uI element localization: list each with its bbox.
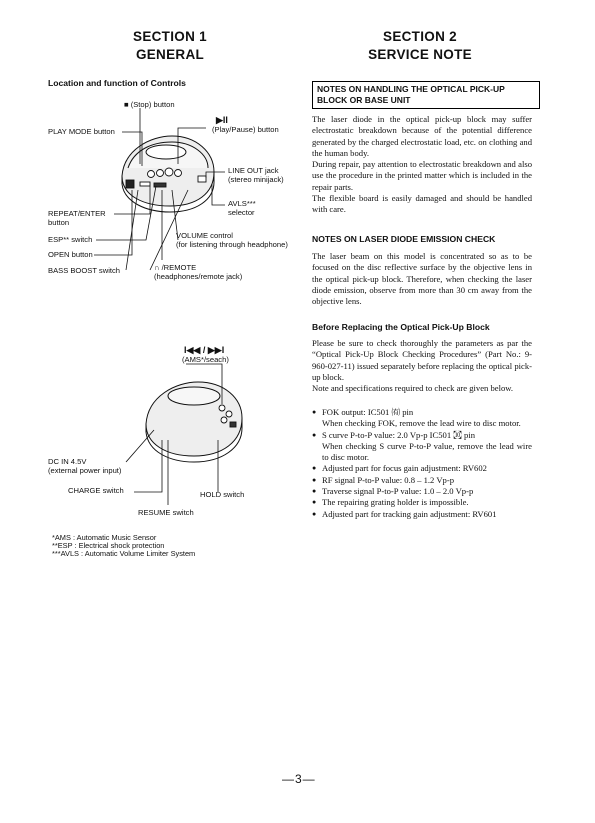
label-repeat-enter-sub: button: [48, 218, 70, 227]
device-bottom-body: [146, 382, 242, 462]
list-item: ● FOK output: IC501 ㈲ pin When checking FOK, remove the lead wire to disc motor.: [312, 407, 532, 430]
list-item: ● S curve P-to-P value: 2.0 Vp-p IC501 ㉈ pin When checking S curve P-to-P value, remove the lead wire to disc motor.: [312, 430, 532, 464]
label-line-out-sub: (stereo minijack): [228, 175, 284, 184]
label-resume-switch: RESUME switch: [138, 508, 194, 517]
label-bass-boost: BASS BOOST switch: [48, 266, 121, 275]
label-volume: VOLUME control: [176, 231, 233, 240]
before-replacing-text: [312, 338, 532, 394]
label-line-out: LINE OUT jack: [228, 166, 279, 175]
section2-subtitle: SERVICE NOTE: [368, 47, 472, 62]
location-heading: Location and function of Controls: [48, 78, 186, 88]
list-item: ● Adjusted part for tracking gain adjustment: RV601: [312, 509, 532, 520]
notes-paragraph: The flexible board is easily damaged and should be handled with care.: [312, 193, 532, 215]
before-replacing-heading: Before Replacing the Optical Pick-Up Block: [312, 322, 490, 332]
notes-paragraph: During repair, pay attention to electrostatic breakdown and also use the procedure in the printed matter which is included in the repair parts.: [312, 159, 532, 192]
label-remote-sub: (headphones/remote jack): [154, 272, 243, 281]
label-charge-switch: CHARGE switch: [68, 486, 124, 495]
label-avls-sub: selector: [228, 208, 255, 217]
page-number: —3—: [282, 772, 316, 786]
label-hold-switch: HOLD switch: [200, 490, 245, 499]
laser-heading: NOTES ON LASER DIODE EMISSION CHECK: [312, 234, 496, 244]
list-item: ● RF signal P-to-P value: 0.8 – 1.2 Vp-p: [312, 475, 532, 486]
notes-handling-box: [312, 81, 540, 109]
footnote-avls: ***AVLS : Automatic Volume Limiter System: [52, 549, 196, 558]
label-open-button: OPEN button: [48, 250, 93, 259]
footnote-ams: *AMS : Automatic Music Sensor: [52, 533, 157, 542]
spec-bullets: [312, 407, 532, 520]
laser-paragraph: The laser beam on this model is concentrated so as to be focused on the disc reflective surface by the objective lens in the optical pick-up block. Therefore, when checking the laser diode emission, observe from more than 30 cm away from the objective lens.: [312, 251, 532, 307]
label-stop-button: ■ (Stop) button: [124, 100, 175, 109]
play-pause-icon: ▶II: [216, 115, 228, 125]
notes-handling-text: [312, 114, 532, 216]
label-esp-switch: ESP** switch: [48, 235, 93, 244]
notes-paragraph: The laser diode in the optical pick-up block may suffer electrostatic breakdown because of the potential difference generated by the charged electrostatic load, etc. on clothing and the human body.: [312, 114, 532, 158]
notes-box-line2: BLOCK OR BASE UNIT: [317, 95, 411, 105]
list-item: ● Adjusted part for focus gain adjustment: RV602: [312, 463, 532, 474]
footnote-esp: **ESP : Electrical shock protection: [52, 541, 165, 550]
label-repeat-enter: REPEAT/ENTER: [48, 209, 106, 218]
notes-box-line1: NOTES ON HANDLING THE OPTICAL PICK-UP: [317, 84, 505, 94]
section2-title: SECTION 2: [383, 29, 457, 44]
section1-subtitle: GENERAL: [135, 47, 205, 62]
label-play-mode: PLAY MODE button: [48, 127, 115, 136]
section1-title: SECTION 1: [133, 29, 207, 44]
label-avls: AVLS***: [228, 199, 256, 208]
ams-icon: I◀◀ / ▶▶I: [184, 345, 225, 355]
label-ams: (AMS*/seach): [182, 355, 229, 364]
list-item: ● The repairing grating holder is impossible.: [312, 497, 532, 508]
label-dc-in: DC IN 4.5V: [48, 457, 87, 466]
before-note: Note and specifications required to check are given below.: [312, 383, 514, 394]
label-volume-sub: (for listening through headphone): [176, 240, 288, 249]
label-play-pause: (Play/Pause) button: [212, 125, 279, 134]
list-item: ● Traverse signal P-to-P value: 1.0 – 2.0 Vp-p: [312, 486, 532, 497]
before-paragraph: Please be sure to check thoroughly the parameters as par the “Optical Pick-Up Block Checking Procedures” (Part No.: 9-960-027-11) issued separately before replacing the optical pick-up block.: [312, 338, 532, 382]
label-dc-in-sub: (external power input): [48, 466, 122, 475]
label-remote: ∩ /REMOTE: [154, 263, 197, 272]
